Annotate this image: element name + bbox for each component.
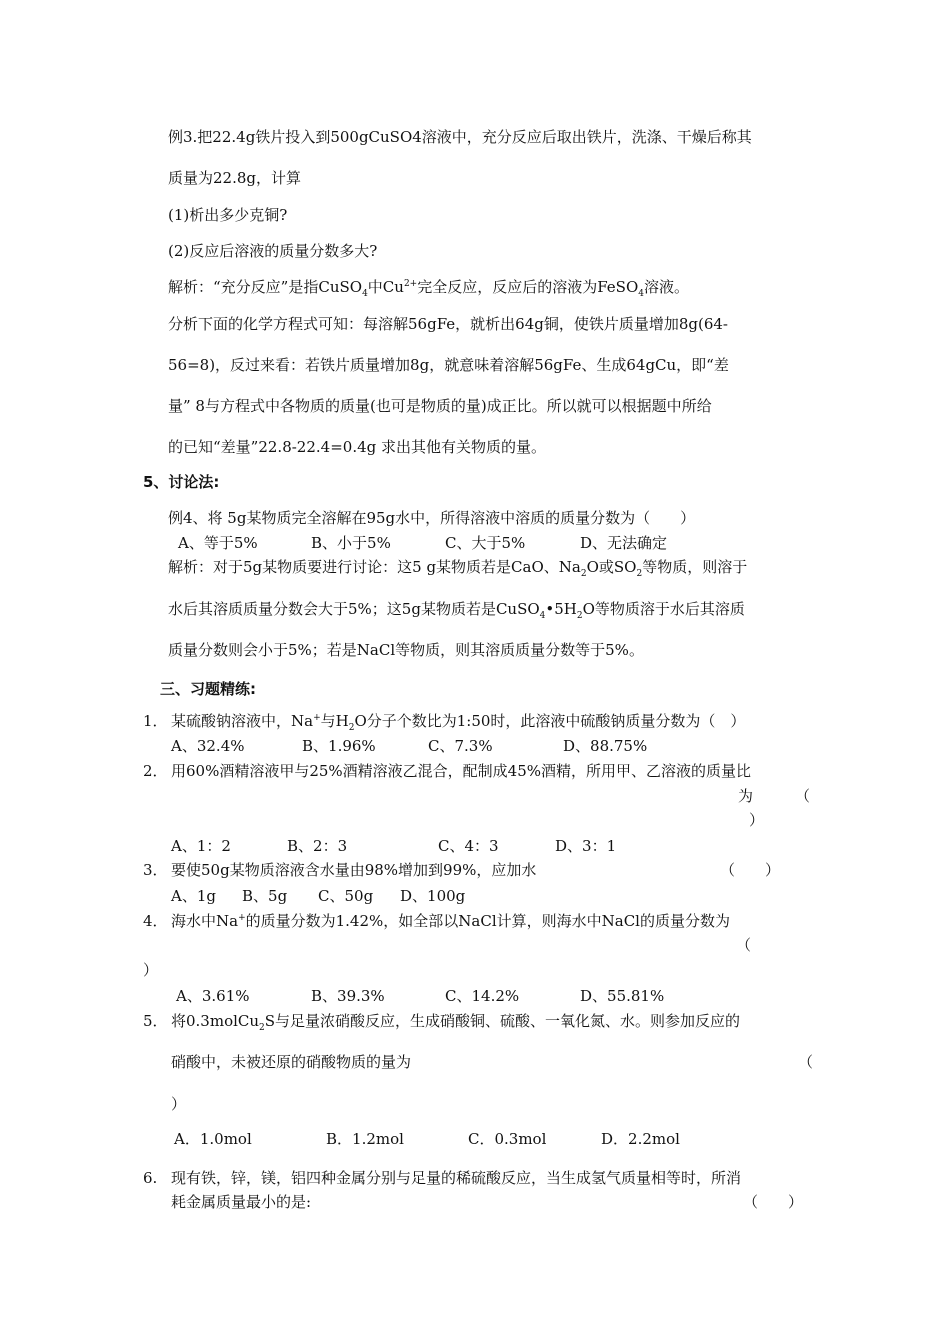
section5-heading: 5、讨论法: bbox=[143, 473, 220, 491]
q6-text-line2: 耗金属质量最小的是: bbox=[171, 1193, 312, 1211]
q3-option-a: A、1g bbox=[171, 887, 216, 905]
q4-option-a: A、3.61% bbox=[176, 987, 250, 1005]
q5-text: 将0.3molCu$_2$S与足量浓硝酸反应，生成硝酸铜、硫酸、一氧化氮、水。则参加反应的 bbox=[171, 1012, 741, 1033]
q1-number: 1． bbox=[143, 712, 168, 730]
q5-option-d: D．2.2mol bbox=[601, 1130, 680, 1148]
q1-option-c: C、7.3% bbox=[428, 737, 493, 755]
example3-paragraph-line3: 量” 8与方程式中各物质的质量(也可是物质的量)成正比。所以就可以根据题中所给 bbox=[168, 397, 712, 415]
example3-question1: (1)析出多少克铜? bbox=[168, 206, 288, 224]
q3-answer-paren: （ ） bbox=[720, 861, 781, 879]
example3-paragraph-line1: 分析下面的化学方程式可知：每溶解56gFe，就析出64g铜，使铁片质量增加8g(64- bbox=[168, 315, 728, 333]
example4-question: 例4、将 5g某物质完全溶解在95g水中，所得溶液中溶质的质量分数为（ ） bbox=[168, 509, 696, 527]
example3-question2: (2)反应后溶液的质量分数多大? bbox=[168, 242, 378, 260]
q4-option-b: B、39.3% bbox=[311, 987, 385, 1005]
q1-option-d: D、88.75% bbox=[563, 737, 648, 755]
q5-option-c: C．0.3mol bbox=[468, 1130, 547, 1148]
example3-paragraph-line2: 56=8)，反过来看：若铁片质量增加8g，就意味着溶解56gFe、生成64gCu，即“差 bbox=[168, 356, 729, 374]
example4-option-d: D、无法确定 bbox=[580, 534, 668, 552]
q1-option-b: B、1.96% bbox=[302, 737, 376, 755]
q5-text-line2: 硝酸中，未被还原的硝酸物质的量为 bbox=[171, 1053, 412, 1071]
q2-right-paren: ） bbox=[749, 811, 765, 829]
q3-text: 要使50g某物质溶液含水量由98%增加到99%，应加水 bbox=[171, 861, 537, 879]
q4-option-c: C、14.2% bbox=[445, 987, 520, 1005]
q6-text-line1: 现有铁，锌，镁，铝四种金属分别与足量的稀硫酸反应，当生成氢气质量相等时，所消 bbox=[171, 1169, 742, 1187]
exercises-heading: 三、习题精练: bbox=[160, 680, 256, 698]
q5-right-paren: ） bbox=[171, 1095, 187, 1113]
q4-number: 4． bbox=[143, 912, 168, 930]
example4-option-b: B、小于5% bbox=[311, 534, 391, 552]
q5-left-paren: （ bbox=[798, 1053, 814, 1071]
q2-option-c: C、4：3 bbox=[438, 837, 499, 855]
example4-option-c: C、大于5% bbox=[445, 534, 526, 552]
q5-option-a: A．1.0mol bbox=[174, 1130, 252, 1148]
example3-paragraph-line4: 的已知“差量”22.8-22.4=0.4g 求出其他有关物质的量。 bbox=[168, 438, 546, 456]
q5-option-b: B．1.2mol bbox=[326, 1130, 404, 1148]
q2-number: 2． bbox=[143, 762, 168, 780]
q4-right-paren: ） bbox=[143, 961, 159, 979]
q2-left-paren: （ bbox=[795, 787, 811, 805]
q3-option-c: C、50g bbox=[318, 887, 374, 905]
example3-analysis: 解析：“充分反应”是指CuSO$_4$中$Cu^{2+}$完全反应，反应后的溶液为FeSO$_4$溶液。 bbox=[168, 278, 690, 299]
q5-number: 5． bbox=[143, 1012, 168, 1030]
q4-option-d: D、55.81% bbox=[580, 987, 665, 1005]
example4-analysis-line2: 水后其溶质质量分数会大于5%；这5g某物质若是$CuSO_4•5H_2O$等物质溶于水后其溶质 bbox=[168, 600, 745, 621]
q2-text: 用60%酒精溶液甲与25%酒精溶液乙混合，配制成45%酒精，所用甲、乙溶液的质量比 bbox=[171, 762, 752, 780]
q6-number: 6. bbox=[143, 1169, 158, 1187]
q2-wei: 为 bbox=[738, 787, 754, 805]
q3-option-d: D、100g bbox=[400, 887, 466, 905]
example4-option-a: A、等于5% bbox=[178, 534, 258, 552]
q4-left-paren: （ bbox=[736, 936, 752, 954]
q3-number: 3． bbox=[143, 861, 168, 879]
example4-analysis-line3: 质量分数则会小于5%；若是NaCl等物质，则其溶质质量分数等于5%。 bbox=[168, 641, 644, 659]
q3-option-b: B、5g bbox=[242, 887, 288, 905]
example3-line1: 例3.把22.4g铁片投入到500gCuSO4溶液中，充分反应后取出铁片，洗涤、干燥后称其 bbox=[168, 128, 752, 146]
q2-option-d: D、3：1 bbox=[555, 837, 617, 855]
q2-option-a: A、1：2 bbox=[171, 837, 231, 855]
example4-analysis-line1: 解析：对于5g某物质要进行讨论：这5 g某物质若是CaO、$Na_2O$或$SO_2$等物质，则溶于 bbox=[168, 558, 748, 579]
q2-option-b: B、2：3 bbox=[287, 837, 348, 855]
example3-line2: 质量为22.8g，计算 bbox=[168, 169, 302, 187]
q1-option-a: A、32.4% bbox=[171, 737, 245, 755]
q6-answer-paren: （ ） bbox=[743, 1193, 804, 1211]
q1-text: 某硫酸钠溶液中，Na+与$H_2O$分子个数比为1:50时，此溶液中硫酸钠质量分数为（ ） bbox=[171, 712, 746, 733]
q4-text: 海水中Na+的质量分数为1.42%，如全部以NaCl计算，则海水中NaCl的质量分数为 bbox=[171, 912, 730, 930]
